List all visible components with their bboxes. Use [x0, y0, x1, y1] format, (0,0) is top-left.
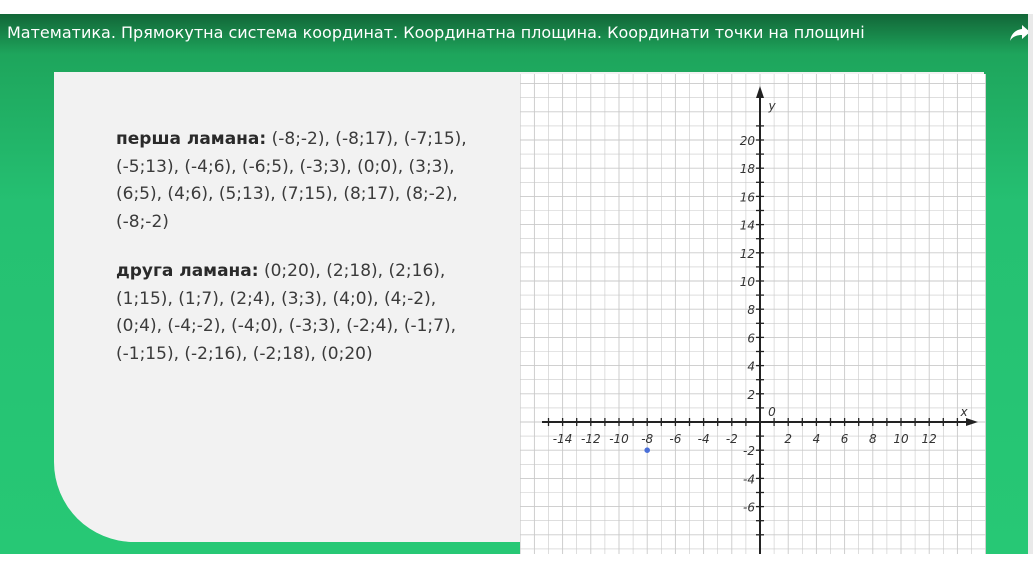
x-tick-label: 6 — [840, 432, 849, 446]
x-tick-label: -4 — [697, 432, 710, 446]
y-tick-label: 12 — [739, 246, 755, 261]
y-tick-label: -6 — [743, 500, 755, 515]
y-tick-label: 20 — [739, 134, 755, 148]
y-tick-label: -4 — [743, 472, 755, 487]
y-tick-label: 2 — [747, 387, 755, 402]
x-tick-label: -8 — [641, 432, 654, 446]
x-axis-label: x — [960, 405, 968, 419]
first-polyline-label: перша ламана: — [116, 129, 267, 149]
y-tick-label: 4 — [747, 359, 755, 374]
x-tick-label: -2 — [725, 432, 738, 446]
first-polyline-points: (-8;-2), (-8;17), (-7;15), (-5;13), (-4;6), (-6;5), (-3;3), (0;0), (3;3), (6;5), (4;6), (5;13), (7;15), (8;17), (8;-2), (-8;-2) — [116, 129, 467, 232]
y-tick-label: -2 — [743, 444, 755, 459]
x-tick-label: 4 — [812, 432, 821, 446]
video-title-bar — [0, 14, 1033, 54]
task-text — [116, 126, 486, 390]
origin-label: 0 — [768, 405, 776, 419]
y-tick-label: 16 — [739, 190, 755, 205]
x-tick-label: -6 — [669, 432, 682, 446]
x-tick-label: 2 — [784, 432, 793, 446]
coordinate-plane — [520, 74, 986, 554]
x-tick-label: -14 — [552, 432, 573, 446]
x-tick-label: 10 — [893, 432, 909, 446]
y-tick-label: 18 — [739, 162, 755, 177]
second-polyline — [116, 258, 486, 368]
plotted-point — [644, 447, 650, 453]
y-tick-label: 10 — [739, 275, 755, 289]
right-border — [1028, 14, 1033, 554]
y-tick-label: 8 — [747, 303, 755, 318]
y-axis-label: y — [768, 99, 776, 113]
y-tick-label: 6 — [747, 331, 755, 346]
video-player[interactable] — [0, 14, 1033, 554]
x-tick-label: -12 — [580, 432, 601, 446]
first-polyline — [116, 126, 486, 236]
second-polyline-points: (0;20), (2;18), (2;16), (1;15), (1;7), (2;4), (3;3), (4;0), (4;-2), (0;4), (-4;-2), (-4;0), (-3;3), (-2;4), (-1;7), (-1;15), (-2;16), (-2;18), (0;20) — [116, 261, 456, 364]
x-tick-label: 12 — [921, 432, 937, 446]
video-title[interactable]: Математика. Прямокутна система координат. Координатна площина. Координати точки на площині — [7, 23, 865, 42]
x-tick-label: 8 — [868, 432, 877, 446]
x-tick-label: -10 — [609, 432, 629, 446]
y-tick-label: 14 — [739, 218, 755, 233]
second-polyline-label: друга ламана: — [116, 261, 259, 281]
